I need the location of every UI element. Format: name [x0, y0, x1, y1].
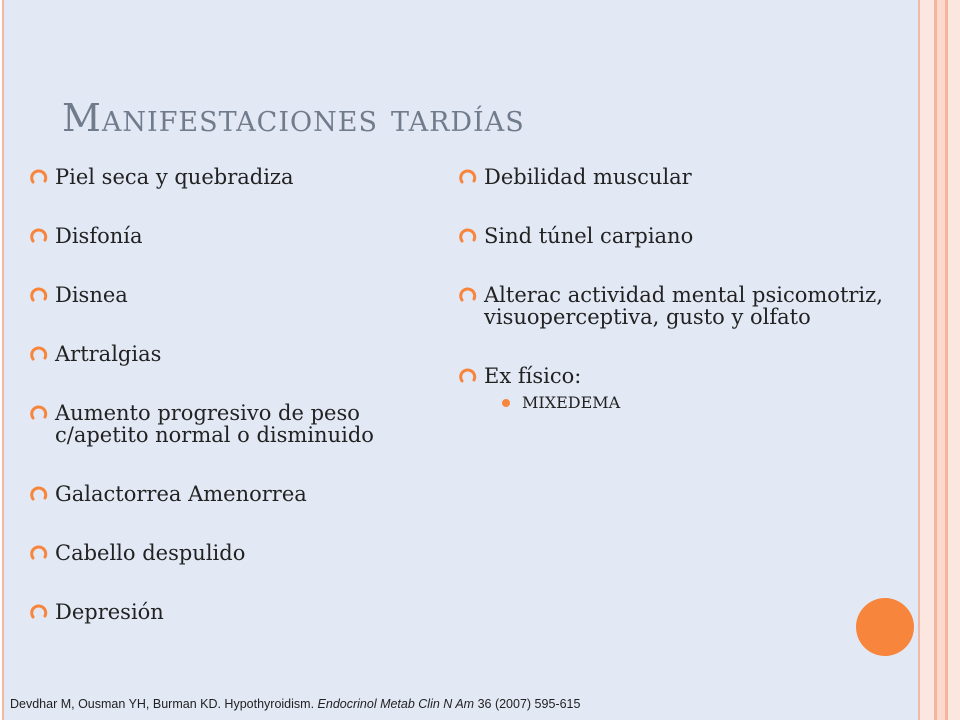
list-item-label: Aumento progresivo de peso c/apetito normal o disminuido [55, 401, 374, 447]
citation-details: 36 (2007) 595-615 [477, 697, 581, 711]
dot-bullet-icon [502, 399, 510, 407]
list-item [30, 225, 440, 247]
list-item [30, 402, 440, 446]
bullet-icon [30, 544, 48, 562]
bullet-icon [30, 404, 48, 422]
list-item-label: Piel seca y quebradiza [55, 165, 294, 189]
list-item [459, 365, 929, 413]
citation-journal: Endocrinol Metab Clin N Am [317, 697, 475, 711]
sub-list-item [502, 393, 929, 413]
list-item [30, 601, 440, 623]
bullet-icon [30, 227, 48, 245]
list-item [30, 343, 440, 365]
list-item-label: Depresión [55, 600, 164, 624]
list-item-label: Sind túnel carpiano [484, 224, 694, 248]
bullet-icon [30, 286, 48, 304]
bullet-icon [30, 168, 48, 186]
sub-bullet-list [484, 393, 929, 413]
bullet-icon [30, 345, 48, 363]
list-item-label: Disnea [55, 283, 128, 307]
list-item-label: Disfonía [55, 224, 143, 248]
list-item [459, 225, 929, 247]
stripe [948, 0, 960, 720]
citation-authors: Devdhar M, Ousman YH, Burman KD. Hypothyroidism. [10, 697, 315, 711]
bullet-icon [459, 367, 477, 385]
list-item [459, 284, 929, 328]
right-bullet-list [459, 166, 929, 413]
list-item-label: Ex físico: [484, 364, 582, 388]
citation [10, 697, 580, 711]
list-item-label: Alterac actividad mental psicomotriz, visuoperceptiva, gusto y olfato [484, 283, 883, 329]
left-bullet-list [30, 166, 440, 623]
slide-title: Manifestaciones tardías [62, 96, 525, 140]
bullet-icon [459, 168, 477, 186]
list-item [30, 284, 440, 306]
list-item-label: Debilidad muscular [484, 165, 692, 189]
list-item [459, 166, 929, 188]
bullet-icon [30, 603, 48, 621]
list-item [30, 483, 440, 505]
sub-list-item-label: MIXEDEMA [522, 393, 621, 412]
bullet-icon [30, 485, 48, 503]
list-item [30, 542, 440, 564]
list-item-label: Artralgias [55, 342, 162, 366]
decorative-circle [856, 598, 914, 656]
list-item [30, 166, 440, 188]
bullet-icon [459, 286, 477, 304]
bullet-icon [459, 227, 477, 245]
list-item-label: Galactorrea Amenorrea [55, 482, 307, 506]
list-item-label: Cabello despulido [55, 541, 246, 565]
stripe [937, 0, 945, 720]
